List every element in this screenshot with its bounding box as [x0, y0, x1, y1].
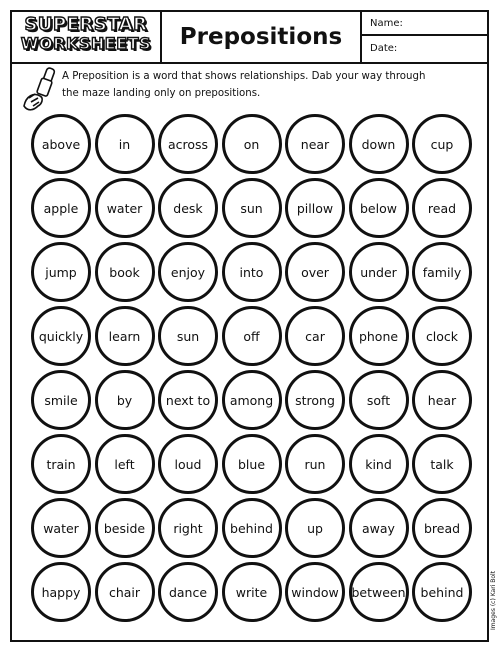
- maze-bubble[interactable]: train: [31, 434, 91, 494]
- maze-bubble[interactable]: window: [285, 562, 345, 622]
- maze-row: [31, 562, 473, 626]
- maze-bubble[interactable]: cup: [412, 114, 472, 174]
- maze-bubble[interactable]: blue: [222, 434, 282, 494]
- maze-bubble[interactable]: water: [31, 498, 91, 558]
- maze-bubble[interactable]: book: [95, 242, 155, 302]
- maze-bubble[interactable]: behind: [412, 562, 472, 622]
- maze-bubble[interactable]: sun: [222, 178, 282, 238]
- maze-bubble[interactable]: write: [222, 562, 282, 622]
- maze-row: [31, 114, 473, 178]
- maze-bubble[interactable]: apple: [31, 178, 91, 238]
- maze-bubble[interactable]: chair: [95, 562, 155, 622]
- name-field: Name:: [362, 12, 487, 36]
- maze-bubble[interactable]: happy: [31, 562, 91, 622]
- maze-bubble[interactable]: in: [95, 114, 155, 174]
- maze-bubble[interactable]: under: [349, 242, 409, 302]
- maze-bubble[interactable]: right: [158, 498, 218, 558]
- logo-line-2: WORKSHEETS: [20, 34, 152, 53]
- maze-row: [31, 498, 473, 562]
- maze-bubble[interactable]: kind: [349, 434, 409, 494]
- maze-bubble[interactable]: loud: [158, 434, 218, 494]
- maze-bubble[interactable]: quickly: [31, 306, 91, 366]
- maze-bubble[interactable]: dance: [158, 562, 218, 622]
- maze-bubble[interactable]: next to: [158, 370, 218, 430]
- maze-bubble[interactable]: down: [349, 114, 409, 174]
- name-date-box: [362, 12, 487, 62]
- maze-bubble[interactable]: hear: [412, 370, 472, 430]
- copyright-note: Images (c) Kari Bolt: [490, 570, 497, 630]
- maze-bubble[interactable]: jump: [31, 242, 91, 302]
- date-field: Date:: [370, 43, 398, 54]
- maze-bubble[interactable]: read: [412, 178, 472, 238]
- maze-bubble[interactable]: desk: [158, 178, 218, 238]
- worksheet-header: [12, 12, 487, 64]
- instructions-line-1: A Preposition is a word that shows relationships. Dab your way through: [62, 71, 426, 82]
- maze-bubble[interactable]: phone: [349, 306, 409, 366]
- maze-row: [31, 242, 473, 306]
- maze-bubble[interactable]: on: [222, 114, 282, 174]
- maze-bubble[interactable]: into: [222, 242, 282, 302]
- instructions-line-2: the maze landing only on prepositions.: [62, 88, 261, 99]
- maze-bubble[interactable]: over: [285, 242, 345, 302]
- maze-bubble[interactable]: left: [95, 434, 155, 494]
- maze-bubble[interactable]: car: [285, 306, 345, 366]
- maze-bubble[interactable]: off: [222, 306, 282, 366]
- maze-bubble[interactable]: talk: [412, 434, 472, 494]
- maze-bubble[interactable]: bread: [412, 498, 472, 558]
- bingo-dauber-icon: [20, 66, 60, 114]
- maze-bubble[interactable]: across: [158, 114, 218, 174]
- maze-bubble[interactable]: below: [349, 178, 409, 238]
- maze-row: [31, 306, 473, 370]
- maze-bubble[interactable]: strong: [285, 370, 345, 430]
- worksheet-page: [10, 10, 497, 642]
- maze-bubble[interactable]: away: [349, 498, 409, 558]
- maze-bubble[interactable]: up: [285, 498, 345, 558]
- maze-bubble[interactable]: enjoy: [158, 242, 218, 302]
- superstar-worksheets-logo: [12, 12, 162, 62]
- maze-bubble[interactable]: behind: [222, 498, 282, 558]
- maze-bubble[interactable]: among: [222, 370, 282, 430]
- maze-bubble[interactable]: sun: [158, 306, 218, 366]
- maze-bubble[interactable]: run: [285, 434, 345, 494]
- maze-bubble[interactable]: clock: [412, 306, 472, 366]
- maze-bubble[interactable]: by: [95, 370, 155, 430]
- maze-bubble[interactable]: pillow: [285, 178, 345, 238]
- maze-bubble[interactable]: learn: [95, 306, 155, 366]
- maze-bubble[interactable]: smile: [31, 370, 91, 430]
- maze-row: [31, 178, 473, 242]
- page-title: Prepositions: [162, 12, 362, 62]
- maze-row: [31, 370, 473, 434]
- maze-bubble[interactable]: between: [349, 562, 409, 622]
- maze-bubble[interactable]: above: [31, 114, 91, 174]
- maze-bubble[interactable]: family: [412, 242, 472, 302]
- logo-line-1: SUPERSTAR: [24, 14, 148, 35]
- maze-bubble[interactable]: near: [285, 114, 345, 174]
- instructions: [62, 68, 482, 102]
- maze-bubble[interactable]: soft: [349, 370, 409, 430]
- maze-row: [31, 434, 473, 498]
- maze-bubble[interactable]: beside: [95, 498, 155, 558]
- maze-bubble[interactable]: water: [95, 178, 155, 238]
